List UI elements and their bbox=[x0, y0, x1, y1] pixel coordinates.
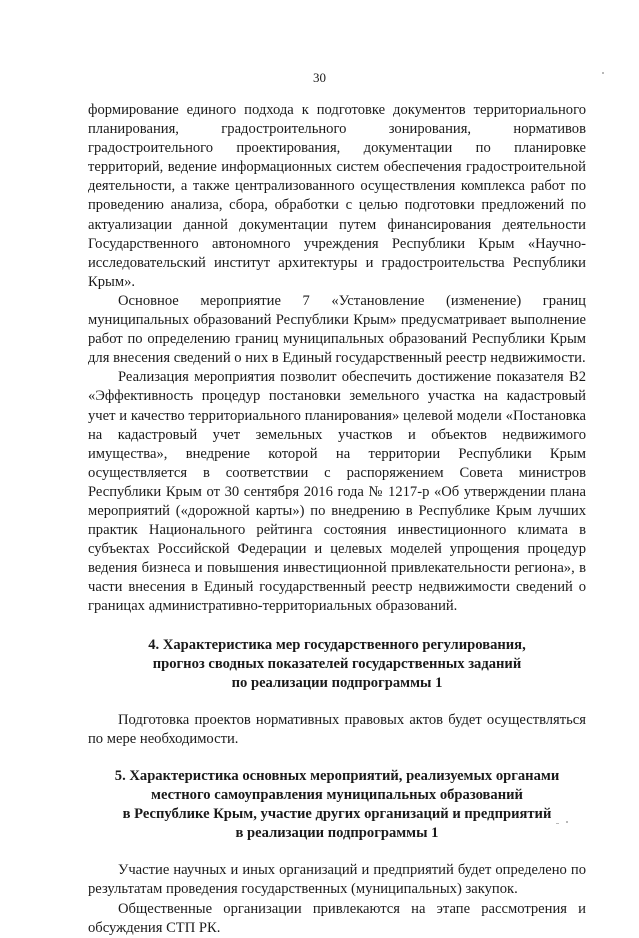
paragraph-measure-7: Основное мероприятие 7 «Установление (изменение) границ муниципальных образований Республики Крым» предусматривает выполнение работ по определению границ муниципальных образований Республики Крым для внесения сведений о них в Единый государственный реестр недвижимости. bbox=[88, 292, 586, 367]
heading-line: 5. Характеристика основных мероприятий, реализуемых органами bbox=[114, 768, 560, 784]
section-4-heading bbox=[88, 636, 586, 693]
heading-line: 4. Характеристика мер государственного регулирования, bbox=[148, 636, 526, 653]
paragraph-public-organizations: Общественные организации привлекаются на этапе рассмотрения и обсуждения СТП РК. bbox=[88, 900, 586, 936]
heading-line: по реализации подпрограммы 1 bbox=[231, 674, 443, 691]
scan-speck bbox=[602, 72, 604, 74]
paragraph-implementation: Реализация мероприятия позволит обеспечить достижение показателя В2 «Эффективность процедур постановки земельного участка на кадастровый учет и качество территориального планирования» целевой модели «Постановка на кадастровый учет земельных участков и объектов недвижимого имущества», внедрение которой на территории Республики Крым осуществляется в соответствии с распоряжением Совета министров Республики Крым от 30 сентября 2016 года № 1217-р «Об утверждении плана мероприятий («дорожной карты») по внедрению в Республике Крым лучших практик Национального рейтинга состояния инвестиционного климата в субъектах Российской Федерации и целевых моделей упрощения процедур ведения бизнеса и повышения инвестиционной привлекательности региона», в части внесения в Единый государственный реестр недвижимости сведений о границах административно-территориальных образований. bbox=[88, 369, 586, 615]
scan-speck bbox=[556, 823, 559, 824]
heading-line: в Республике Крым, участие других организаций и предприятий bbox=[122, 806, 552, 823]
heading-line: местного самоуправления муниципальных образований bbox=[151, 787, 523, 804]
section-5-heading bbox=[88, 767, 586, 843]
paragraph-participation: Участие научных и иных организаций и предприятий будет определено по результатам проведения государственных (муниципальных) закупок. bbox=[88, 862, 586, 898]
heading-line: прогноз сводных показателей государственных заданий bbox=[152, 655, 522, 672]
document-body bbox=[88, 101, 586, 938]
paragraph-continuation: формирование единого подхода к подготовке документов территориального планирования, градостроительного зонирования, нормативов градостроительного проектирования, документации по планировке территорий, ведение информационных систем обеспечения градостроительной деятельности, а также централизованного осуществления комплекса работ по проведению анализа, сбора, обработки с целью подготовки предложений по актуализации данной документации путем финансирования деятельности Государственного автономного учреждения Республики Крым «Научно-исследовательский институт архитектуры и градостроительства Республики Крым». bbox=[88, 102, 586, 290]
paragraph-regulation: Подготовка проектов нормативных правовых актов будет осуществляться по мере необходимости. bbox=[88, 711, 586, 747]
heading-line: в реализации подпрограммы 1 bbox=[235, 825, 439, 842]
scan-speck bbox=[566, 821, 568, 823]
page-number: 30 bbox=[313, 70, 326, 85]
